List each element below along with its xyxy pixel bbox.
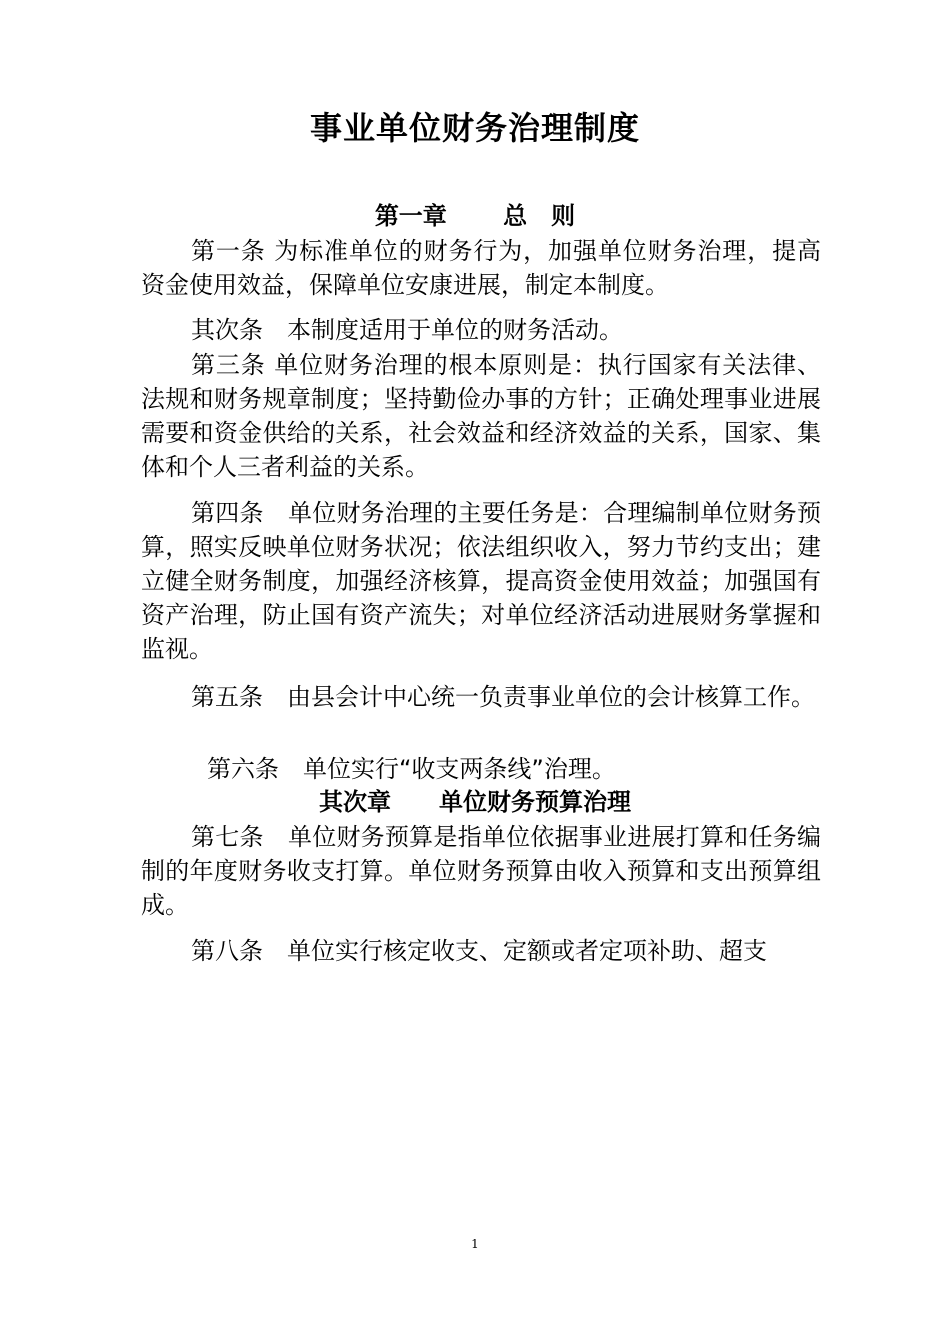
article-7: 第七条 单位财务预算是指单位依据事业进展打算和任务编制的年度财务收支打算。单位财务预算由收入预算和支出预算组成。 bbox=[141, 823, 821, 919]
chapter-heading-1: 第一章 总 则 bbox=[374, 202, 576, 230]
chapter-heading-2: 其次章 单位财务预算治理 bbox=[319, 788, 631, 816]
page-title: 事业单位财务治理制度 bbox=[309, 109, 640, 147]
article-2: 其次条 本制度适用于单位的财务活动。 bbox=[191, 316, 623, 344]
article-5: 第五条 由县会计中心统一负责事业单位的会计核算工作。 bbox=[191, 683, 815, 711]
article-8: 第八条 单位实行核定收支、定额或者定项补助、超支 bbox=[191, 937, 767, 965]
article-3: 第三条 单位财务治理的根本原则是：执行国家有关法律、法规和财务规章制度；坚持勤俭办事的方针；正确处理事业进展需要和资金供给的关系，社会效益和经济效益的关系，国家、集体和个人三者利益的关系。 bbox=[141, 351, 821, 481]
page-number: 1 bbox=[471, 1237, 479, 1251]
article-1: 第一条 为标准单位的财务行为，加强单位财务治理，提高资金使用效益，保障单位安康进展，制定本制度。 bbox=[141, 237, 821, 299]
article-4: 第四条 单位财务治理的主要任务是：合理编制单位财务预算，照实反映单位财务状况；依法组织收入，努力节约支出；建立健全财务制度，加强经济核算，提高资金使用效益；加强国有资产治理，防止国有资产流失；对单位经济活动进展财务掌握和监视。 bbox=[141, 499, 821, 663]
article-6: 第六条 单位实行“收支两条线”治理。 bbox=[207, 755, 616, 783]
